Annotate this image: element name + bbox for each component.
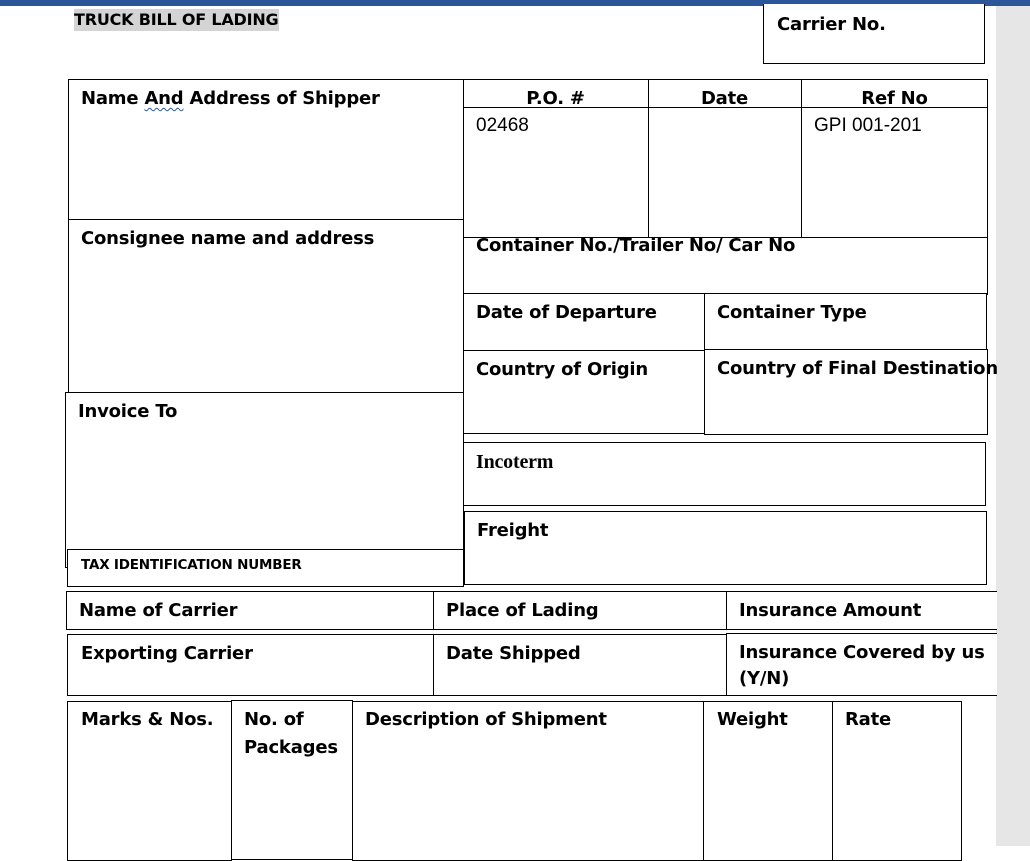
incoterm-label: Incoterm <box>476 451 554 473</box>
date-label: Date <box>700 88 749 109</box>
freight-label: Freight <box>477 520 549 541</box>
container-type-label: Container Type <box>717 302 867 323</box>
invoice-label: Invoice To <box>78 401 178 422</box>
place-of-lading-label: Place of Lading <box>446 600 599 621</box>
po-value[interactable]: 02468 <box>476 115 529 136</box>
shipper-label-post: Address of Shipper <box>183 88 380 109</box>
origin-label: Country of Origin <box>476 359 648 380</box>
insurance-covered-label-line2: (Y/N) <box>739 668 790 689</box>
exporting-carrier-label: Exporting Carrier <box>81 643 253 664</box>
document-margin-scroll-area[interactable] <box>996 6 1030 846</box>
insurance-amount-label: Insurance Amount <box>739 600 922 621</box>
document-title: TRUCK BILL OF LADING <box>74 10 279 29</box>
ref-label: Ref No <box>861 88 928 109</box>
destination-label: Country of Final Destination <box>717 358 998 379</box>
shipper-label-pre: Name <box>81 88 145 109</box>
weight-label: Weight <box>717 709 788 730</box>
po-label: P.O. # <box>526 88 585 109</box>
shipper-label-and: And <box>144 88 184 109</box>
tax-id-label: TAX IDENTIFICATION NUMBER <box>81 557 302 573</box>
ref-value[interactable]: GPI 001-201 <box>814 115 922 136</box>
date-shipped-label: Date Shipped <box>446 643 581 664</box>
shipper-label <box>81 86 380 112</box>
consignee-label: Consignee name and address <box>81 228 375 249</box>
departure-label: Date of Departure <box>476 302 657 323</box>
carrier-no-label: Carrier No. <box>777 14 886 35</box>
rate-label: Rate <box>845 709 892 730</box>
carrier-name-label: Name of Carrier <box>79 600 238 621</box>
packages-label-line2: Packages <box>244 737 338 758</box>
container-no-label: Container No./Trailer No/ Car No <box>476 235 796 256</box>
packages-label-line1: No. of <box>244 709 304 730</box>
insurance-covered-label-line1: Insurance Covered by us <box>739 642 985 663</box>
description-label: Description of Shipment <box>365 709 607 730</box>
marks-label: Marks & Nos. <box>81 709 214 730</box>
